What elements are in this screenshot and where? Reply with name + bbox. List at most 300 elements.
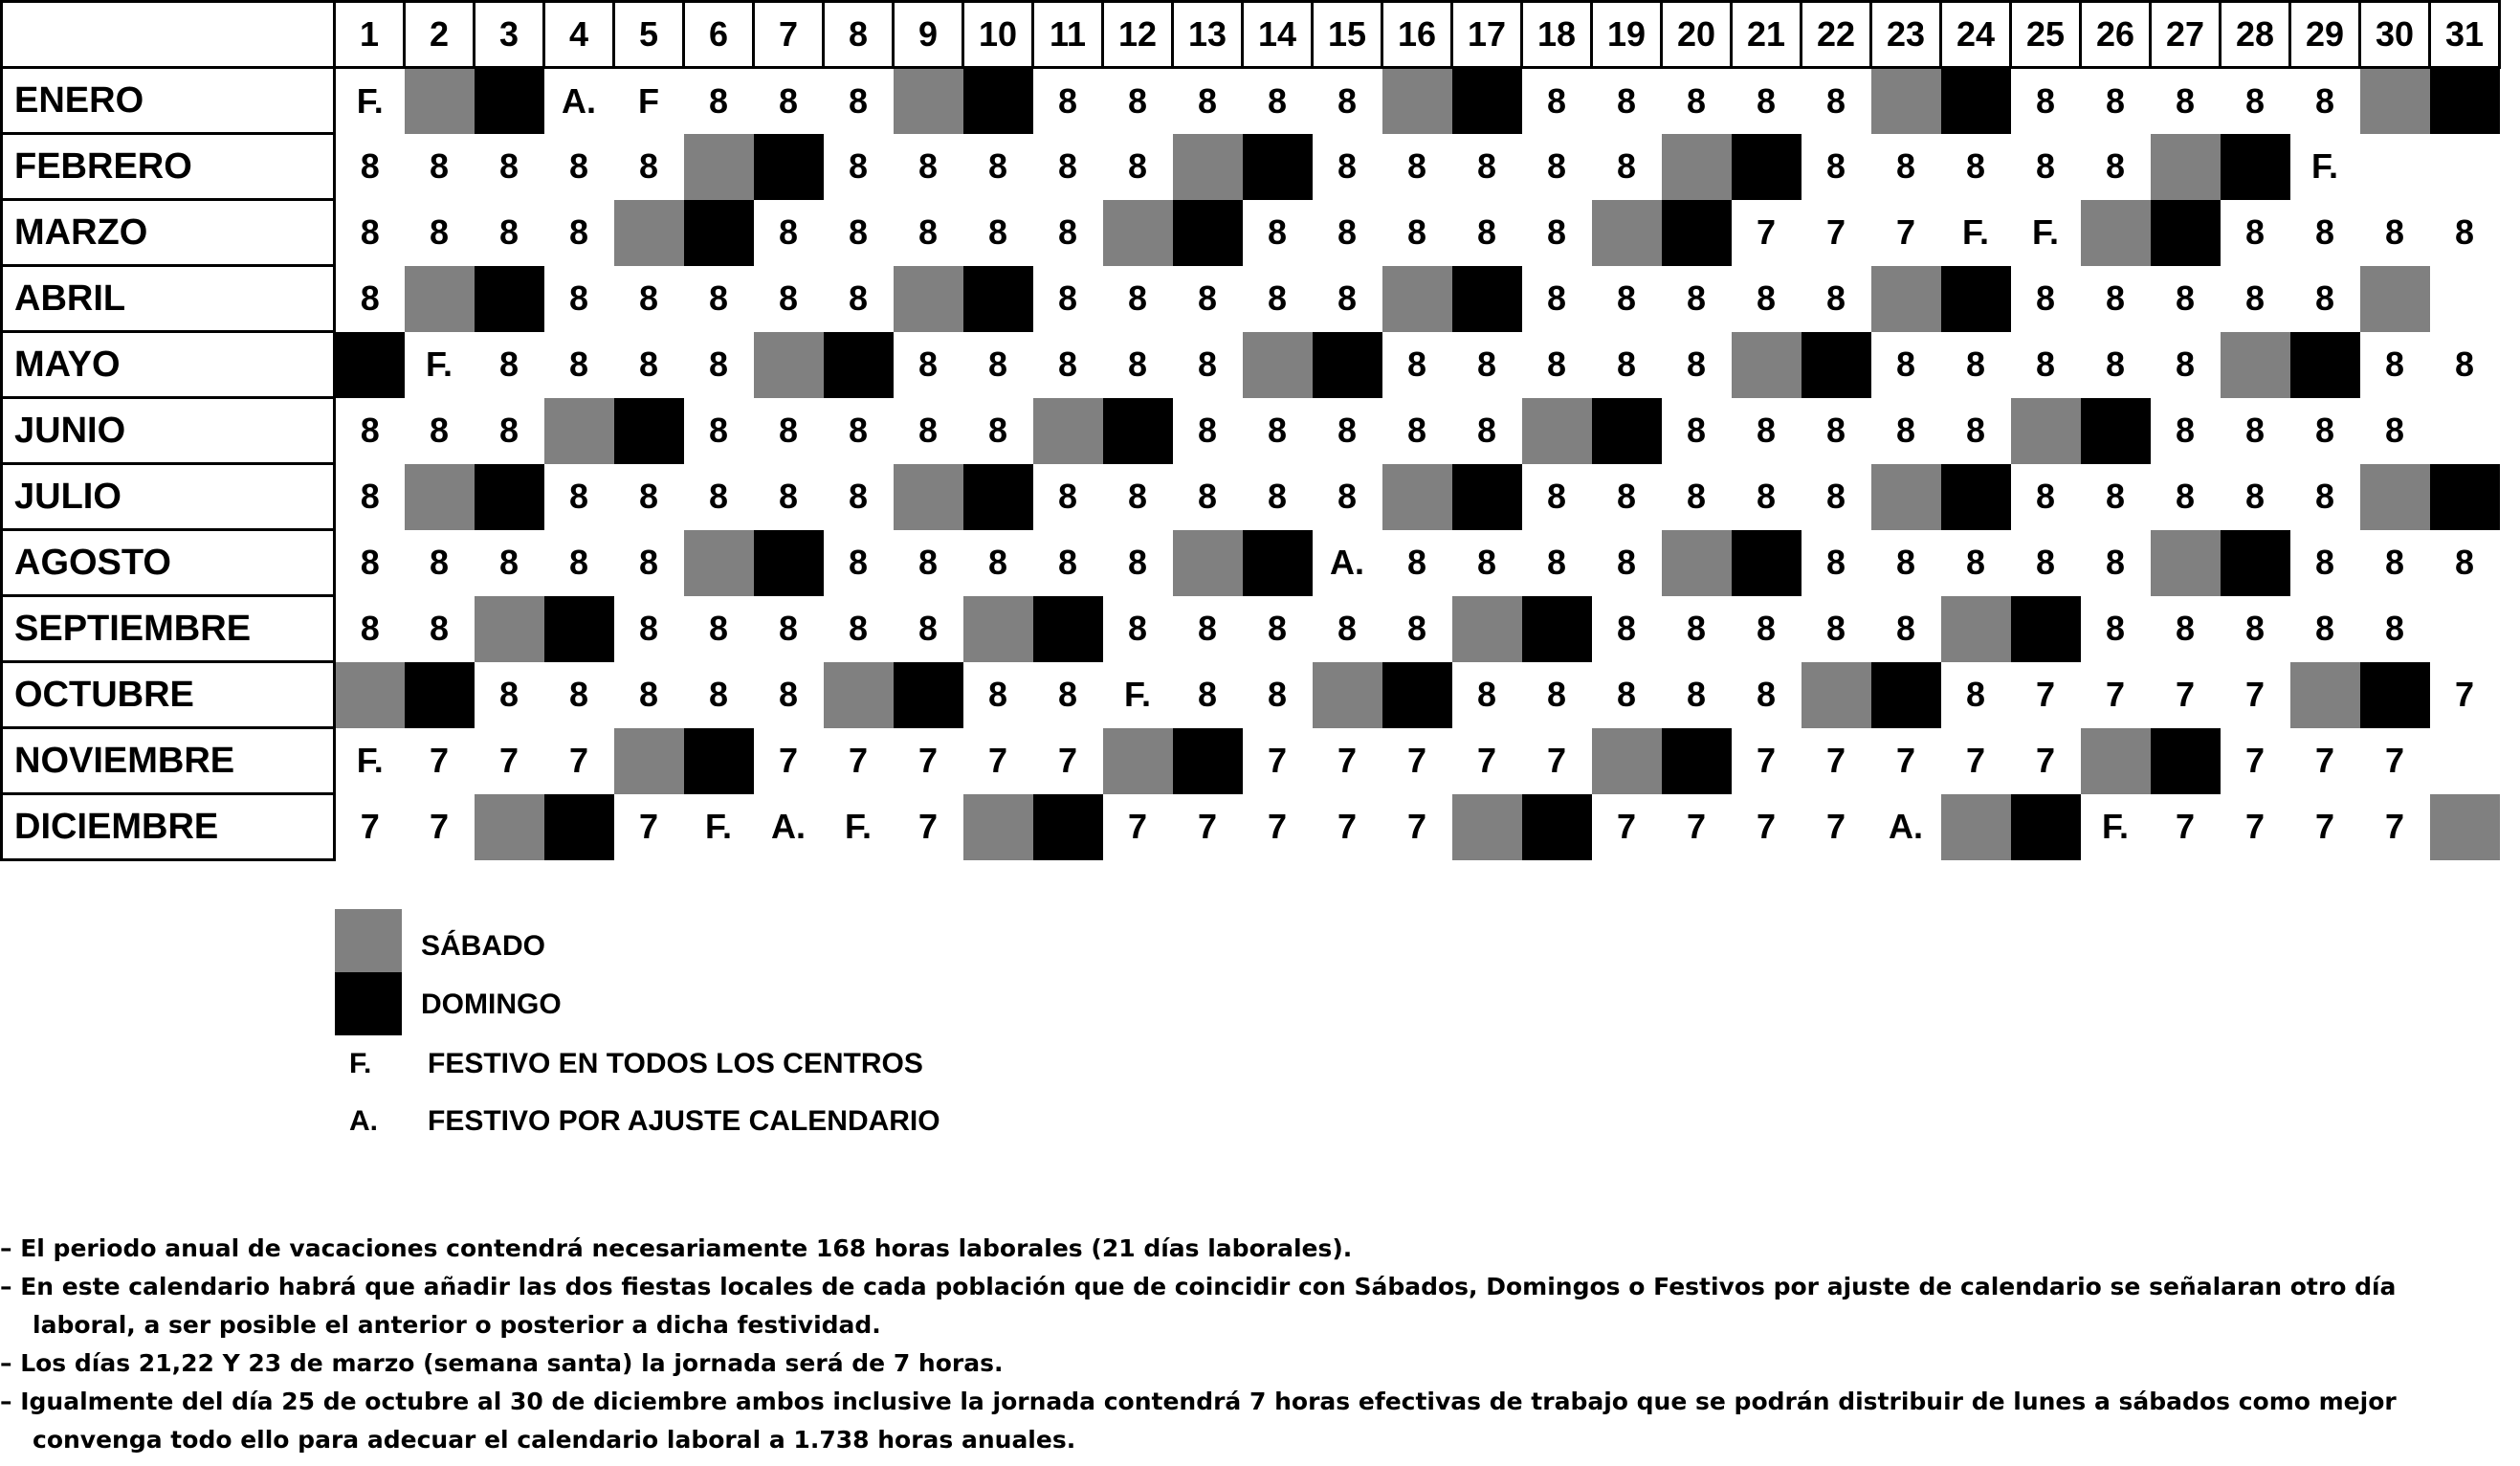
day-cell: 8 [778,80,799,121]
day-cell: 8 [2105,278,2126,318]
day-cell: 8 [848,80,869,121]
day-cell: 7 [987,741,1008,780]
day-cell: 8 [708,675,729,714]
day-cell: F. [356,80,384,121]
notes-section [0,1230,2507,1459]
day-cell: 8 [1337,80,1358,121]
month-row-febrero [2,134,2500,200]
day-cell: 7 [1825,212,1846,252]
month-row-agosto [2,530,2500,596]
saturday-cell [684,530,754,596]
day-cell: 8 [848,543,869,582]
day-cell: 8 [848,609,869,648]
festivo-label: FESTIVO EN TODOS LOS CENTROS [428,1048,923,1079]
sunday-cell [963,464,1033,530]
day-cell: 7 [1267,741,1288,780]
day-cell: 8 [1267,212,1288,252]
day-cell: 8 [638,477,659,516]
day-cell: 8 [708,609,729,648]
day-cell: 8 [2244,411,2266,450]
day-cell: 8 [1546,278,1567,318]
day-cell: 8 [360,146,380,186]
saturday-cell [894,266,963,332]
saturday-cell [2360,266,2430,332]
saturday-cell [1382,266,1452,332]
day-cell: 8 [917,411,939,450]
day-cell: A. [1889,807,1923,846]
day-cell: 8 [1546,344,1567,384]
saturday-cell [405,266,475,332]
sunday-cell [2221,134,2290,200]
day-cell: 7 [1406,807,1427,846]
day-cell: 8 [568,146,589,186]
day-header-4: 4 [544,2,614,68]
day-header-25: 25 [2011,2,2081,68]
month-row-junio [2,398,2500,464]
day-cell: 8 [638,146,659,186]
day-cell: 8 [568,477,589,516]
day-cell: 8 [848,477,869,516]
day-cell: 8 [429,411,450,450]
saturday-cell [1243,332,1313,398]
day-cell: 8 [1337,212,1358,252]
day-cell: 8 [917,212,939,252]
day-cell: 7 [778,741,799,780]
day-cell: 8 [1825,411,1846,450]
month-name: FEBRERO [2,134,335,200]
day-cell: 8 [987,675,1008,714]
saturday-cell [2151,530,2221,596]
saturday-cell [1662,530,1732,596]
day-cell: 8 [2454,212,2475,252]
day-cell: 8 [2035,477,2056,516]
day-cell: 8 [1686,675,1707,714]
day-cell: 8 [1895,609,1916,648]
day-cell: 8 [2454,543,2475,582]
day-cell: 8 [1057,675,1078,714]
day-cell: 7 [2244,741,2266,780]
saturday-cell [1592,200,1662,266]
day-cell: 8 [1476,212,1497,252]
saturday-cell [894,464,963,530]
day-header-14: 14 [1243,2,1313,68]
saturday-cell [1871,464,1941,530]
day-header-16: 16 [1382,2,1452,68]
sunday-cell [2081,398,2151,464]
day-cell: 8 [1546,543,1567,582]
day-header-21: 21 [1732,2,1802,68]
corner-cell [2,2,335,68]
day-cell: 8 [498,411,519,450]
day-cell: 8 [1616,477,1637,516]
day-cell: 7 [917,741,939,780]
sunday-cell [1941,464,2011,530]
saturday-cell [684,134,754,200]
day-header-3: 3 [475,2,544,68]
saturday-cell [2360,464,2430,530]
sunday-cell [2011,794,2081,860]
day-cell: 8 [1895,411,1916,450]
domingo-label: DOMINGO [421,988,562,1020]
saturday-cell [1592,728,1662,794]
saturday-cell [2430,794,2500,860]
day-cell: 8 [2035,344,2056,384]
day-cell: 8 [2175,278,2196,318]
sunday-cell [1243,134,1313,200]
sunday-cell [2011,596,2081,662]
month-row-enero [2,68,2500,134]
day-cell: 8 [1476,411,1497,450]
day-cell: 8 [778,278,799,318]
day-header-24: 24 [1941,2,2011,68]
day-cell: 8 [987,212,1008,252]
saturday-cell [1313,662,1382,728]
day-cell: 8 [2244,80,2266,121]
saturday-cell [1802,662,1871,728]
month-name: SEPTIEMBRE [2,596,335,662]
sunday-cell [963,68,1033,134]
day-cell: 7 [2244,807,2266,846]
day-cell: 7 [2035,675,2056,714]
day-cell: 7 [2384,741,2405,780]
saturday-cell [754,332,824,398]
day-cell: 8 [1267,477,1288,516]
sabado-swatch [335,909,402,972]
month-row-diciembre [2,794,2500,860]
saturday-cell [2151,134,2221,200]
empty-cell [2430,398,2500,464]
saturday-cell [405,68,475,134]
sunday-cell [2430,464,2500,530]
day-cell: 8 [2244,609,2266,648]
month-row-julio [2,464,2500,530]
day-cell: 7 [568,741,589,780]
day-cell: 8 [1825,146,1846,186]
day-cell: 8 [1616,675,1637,714]
day-cell: 7 [2314,741,2335,780]
saturday-cell [1382,464,1452,530]
day-cell: 8 [848,278,869,318]
day-cell: 8 [1825,80,1846,121]
day-cell: 8 [429,543,450,582]
sunday-cell [1522,794,1592,860]
day-cell: 8 [568,344,589,384]
sunday-cell [2290,332,2360,398]
saturday-cell [1382,68,1452,134]
day-header-row [2,2,2500,68]
day-cell: 8 [568,675,589,714]
day-cell: 8 [1686,477,1707,516]
day-cell: 8 [708,344,729,384]
empty-cell [2430,728,2500,794]
day-header-18: 18 [1522,2,1592,68]
day-cell: 7 [2454,675,2475,714]
day-cell: 8 [778,675,799,714]
saturday-cell [405,464,475,530]
day-cell: 8 [2035,80,2056,121]
day-cell: 7 [429,807,450,846]
day-cell: 8 [2105,609,2126,648]
day-cell: 8 [1057,212,1078,252]
sunday-cell [1802,332,1871,398]
month-name: MAYO [2,332,335,398]
sunday-cell [1173,200,1243,266]
day-cell: 8 [1825,543,1846,582]
sunday-cell [2360,662,2430,728]
month-name: NOVIEMBRE [2,728,335,794]
day-cell: 7 [1127,807,1148,846]
ajuste-code: A. [349,1105,378,1137]
day-cell: 7 [2175,807,2196,846]
day-cell: 8 [638,675,659,714]
day-cell: F. [1961,212,1989,252]
day-cell: 8 [2454,344,2475,384]
day-header-9: 9 [894,2,963,68]
day-cell: 8 [987,543,1008,582]
month-name: ENERO [2,68,335,134]
day-cell: 8 [1267,80,1288,121]
day-header-12: 12 [1103,2,1173,68]
day-cell: 8 [1686,278,1707,318]
saturday-cell [1662,134,1732,200]
day-cell: 8 [1546,212,1567,252]
saturday-cell [1871,68,1941,134]
note-vacaciones: – El periodo anual de vacaciones contendrá necesariamente 168 horas laborales (21 días laborales). [0,1234,1353,1262]
day-cell: F. [2101,807,2129,846]
day-cell: 8 [1616,344,1637,384]
day-cell: 8 [1476,675,1497,714]
day-header-10: 10 [963,2,1033,68]
day-cell: 8 [1057,543,1078,582]
day-header-29: 29 [2290,2,2360,68]
day-cell: 8 [1965,675,1986,714]
saturday-cell [335,662,405,728]
day-cell: 8 [1337,477,1358,516]
saturday-cell [1871,266,1941,332]
day-cell: 8 [1546,80,1567,121]
sunday-cell [1871,662,1941,728]
sunday-cell [824,332,894,398]
day-cell: 8 [1127,477,1148,516]
day-cell: 7 [1616,807,1637,846]
day-cell: F. [2310,146,2338,186]
day-cell: 8 [1197,477,1218,516]
day-cell: 8 [1756,675,1777,714]
day-cell: 7 [360,807,380,846]
saturday-cell [963,794,1033,860]
day-header-31: 31 [2430,2,2500,68]
day-cell: 8 [360,278,380,318]
month-name: OCTUBRE [2,662,335,728]
day-cell: 7 [2384,807,2405,846]
day-cell: 8 [2314,411,2335,450]
day-cell: 8 [917,609,939,648]
saturday-cell [2290,662,2360,728]
day-header-15: 15 [1313,2,1382,68]
sunday-cell [2151,728,2221,794]
month-row-abril [2,266,2500,332]
day-header-30: 30 [2360,2,2430,68]
day-cell: 7 [429,741,450,780]
day-cell: 8 [1616,278,1637,318]
sunday-cell [1243,530,1313,596]
day-cell: 8 [1197,411,1218,450]
saturday-cell [1033,398,1103,464]
note-jornada-7-horas: – Igualmente del día 25 de octubre al 30 de diciembre ambos inclusive la jornada contendrá 7 horas efectivas de trabajo que se podrán distribuir de lunes a sábados como mejor convenga todo ello para adecuar el calendario laboral a 1.738 horas anuales. [0,1388,2397,1454]
sunday-cell [684,200,754,266]
saturday-cell [1732,332,1802,398]
day-cell: 8 [638,609,659,648]
day-cell: F. [356,741,384,780]
day-cell: 8 [2314,80,2335,121]
month-name: ABRIL [2,266,335,332]
sunday-cell [544,794,614,860]
saturday-cell [1173,530,1243,596]
day-cell: 8 [1337,609,1358,648]
saturday-cell [2221,332,2290,398]
day-cell: 8 [2105,146,2126,186]
day-cell: 8 [1686,609,1707,648]
saturday-cell [2011,398,2081,464]
empty-cell [2430,266,2500,332]
day-cell: 8 [1337,146,1358,186]
day-cell: 7 [1825,741,1846,780]
saturday-cell [1103,200,1173,266]
day-cell: 7 [1057,741,1078,780]
sunday-cell [894,662,963,728]
day-cell: 8 [1337,411,1358,450]
month-row-octubre [2,662,2500,728]
ajuste-label: FESTIVO POR AJUSTE CALENDARIO [428,1105,940,1137]
sunday-cell [1382,662,1452,728]
day-cell: 8 [1895,344,1916,384]
sunday-cell [475,68,544,134]
day-header-22: 22 [1802,2,1871,68]
day-cell: 8 [1546,477,1567,516]
sunday-cell [1103,398,1173,464]
saturday-cell [1522,398,1592,464]
empty-cell [2430,596,2500,662]
day-cell: 8 [2384,543,2405,582]
month-name: AGOSTO [2,530,335,596]
day-cell: 8 [917,344,939,384]
day-cell: 8 [1127,278,1148,318]
day-cell: 8 [429,212,450,252]
day-cell: 8 [1756,80,1777,121]
day-cell: 8 [1825,609,1846,648]
day-cell: 8 [1965,146,1986,186]
day-cell: 8 [2105,344,2126,384]
day-header-20: 20 [1662,2,1732,68]
day-cell: 8 [1337,278,1358,318]
sunday-cell [614,398,684,464]
day-cell: 8 [360,477,380,516]
day-cell: A. [1330,543,1364,582]
day-cell: 8 [498,212,519,252]
day-cell: 8 [1057,278,1078,318]
saturday-cell [1452,596,1522,662]
day-header-17: 17 [1452,2,1522,68]
day-cell: 8 [2384,609,2405,648]
sunday-cell [2430,68,2500,134]
day-header-27: 27 [2151,2,2221,68]
day-cell: 8 [1197,675,1218,714]
day-cell: 7 [1756,741,1777,780]
day-cell: 8 [360,411,380,450]
saturday-cell [614,728,684,794]
day-cell: 8 [638,278,659,318]
sunday-cell [475,266,544,332]
day-cell: 7 [1197,807,1218,846]
day-cell: 7 [1895,741,1916,780]
sunday-cell [1452,266,1522,332]
day-header-6: 6 [684,2,754,68]
day-cell: 7 [917,807,939,846]
day-cell: 8 [708,477,729,516]
day-cell: 8 [2244,477,2266,516]
day-cell: 7 [1337,807,1358,846]
day-cell: 8 [1686,80,1707,121]
day-cell: 7 [848,741,869,780]
day-cell: 8 [1476,146,1497,186]
day-cell: 8 [1895,543,1916,582]
day-cell: 8 [1825,477,1846,516]
sunday-cell [754,530,824,596]
day-cell: 8 [1057,344,1078,384]
day-cell: 8 [708,411,729,450]
day-cell: 8 [1197,278,1218,318]
sunday-cell [1452,68,1522,134]
day-cell: 8 [1825,278,1846,318]
month-name: MARZO [2,200,335,266]
day-cell: 8 [2314,543,2335,582]
saturday-cell [1173,134,1243,200]
day-cell: 8 [1616,80,1637,121]
day-cell: 8 [987,344,1008,384]
day-cell: 7 [2314,807,2335,846]
empty-cell [2430,134,2500,200]
saturday-cell [475,596,544,662]
day-cell: 8 [2314,477,2335,516]
calendar-body [2,68,2500,860]
day-cell: 8 [778,477,799,516]
day-cell: 8 [1197,80,1218,121]
day-cell: 8 [568,212,589,252]
sunday-cell [1033,794,1103,860]
day-header-2: 2 [405,2,475,68]
day-header-8: 8 [824,2,894,68]
day-cell: 7 [1825,807,1846,846]
day-cell: 8 [638,344,659,384]
note-fiestas-locales: – En este calendario habrá que añadir las dos fiestas locales de cada población que de coincidir con Sábados, Domingos o Festivos por ajuste de calendario se señalaran otro día laboral, a ser posible el anterior o posterior a dicha festividad. [0,1273,2397,1339]
day-cell: 8 [2244,212,2266,252]
sunday-cell [2221,530,2290,596]
day-cell: 8 [1895,146,1916,186]
day-cell: 8 [2105,477,2126,516]
day-cell: 8 [2314,212,2335,252]
sunday-cell [1452,464,1522,530]
sunday-cell [963,266,1033,332]
day-header-5: 5 [614,2,684,68]
day-cell: 8 [498,675,519,714]
day-cell: 8 [1197,344,1218,384]
day-cell: 7 [1756,212,1777,252]
day-cell: 8 [2105,543,2126,582]
day-cell: F [638,80,659,121]
day-cell: 8 [2035,278,2056,318]
day-cell: 8 [1616,609,1637,648]
saturday-cell [475,794,544,860]
